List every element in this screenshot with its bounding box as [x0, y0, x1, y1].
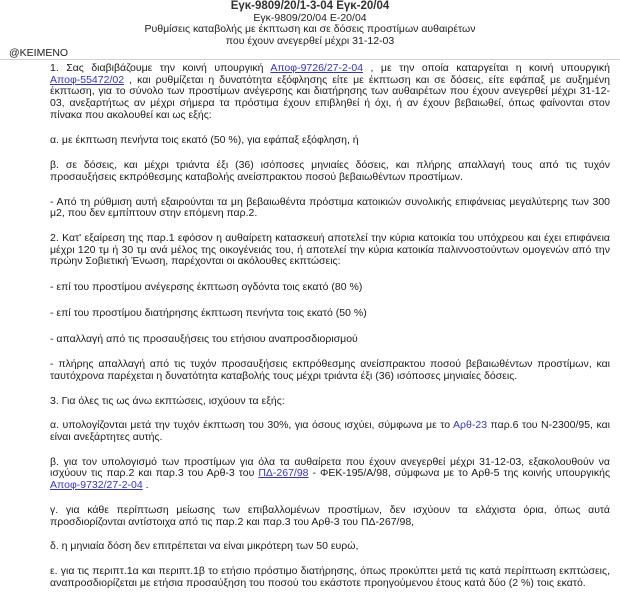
paragraph-exception: - Από τη ρύθμιση αυτή εξαιρούνται τα μη βεβαιωθέντα πρόστιμα κατοικιών συνολικής επιφάνειας μεγαλύτερης των 300 μ2, που δεν εμπίπτουν στην επόμενη παρ.2. — [50, 195, 610, 220]
link-pd-267-98[interactable]: ΠΔ-267/98 — [258, 467, 309, 480]
document-body — [50, 63, 610, 589]
link-apof-9732[interactable]: Αποφ-9732/27-2-04 — [50, 479, 143, 492]
paragraph-3b-text-a: β. για τον υπολογισμό των προστίμων για όλα τα αυθαίρετα που έχουν ανεγερθεί μέχρι 31-12-03, εξακολουθούν να ισχύουν τις παρ.2 και παρ.3 του Αρθ-3 του — [50, 455, 610, 480]
paragraph-2c: - απαλλαγή από τις προσαυξήσεις του ετήσιου αναπροσδιορισμού — [50, 332, 358, 345]
paragraph-1a: α. με έκπτωση πενήντα τοις εκατό (50 %), για εφάπαξ εξόφληση, ή — [50, 133, 359, 146]
circular-subject-line-1: Ρυθμίσεις καταβολής με έκπτωση και σε δόσεις προστίμων αυθαιρέτων — [144, 23, 476, 35]
paragraph-1b: β. σε δόσεις, και μέχρι τριάντα έξι (36) ισόποσες μηνιαίες δόσεις, και πλήρης απαλλαγή τους από τις τυχόν προσαυξήσεις εκπρόθεσμης καταβολής ανείσπρακτου ποσού βεβαιωθέντων προστίμων. — [50, 159, 610, 183]
paragraph-2a: - επί του προστίμου ανέγερσης έκπτωση ογδόντα τοις εκατό (80 %) — [50, 281, 363, 294]
paragraph-3c: γ. για κάθε περίπτωση μείωσης των επιβαλλομένων προστίμων, δεν ισχύουν τα ελάχιστα όρια, όπως αυτά προσδιορίζονται αντίστοιχα από τις παρ.2 και παρ.3 του Αρθ-3 του ΠΔ-267/98, — [50, 503, 610, 528]
paragraph-3b-text-b: - ΦΕΚ-195/Α/98, σύμφωνα με το Αρθ-5 της κοινής υπουργικής — [308, 467, 611, 480]
circular-subject-line-2: που έχουν ανεγερθεί μέχρι 31-12-03 — [225, 34, 395, 47]
link-apof-9726[interactable]: Αποφ-9726/27-2-04 — [270, 62, 364, 74]
paragraph-3a — [50, 420, 610, 443]
divider — [0, 59, 620, 60]
paragraph-3b-text-c: . — [142, 479, 149, 492]
link-apof-55472[interactable]: Αποφ-55472/02 — [50, 73, 125, 86]
paragraph-1-text-c: , και ρυθμίζεται η δυνατότητα εξόφλησης είτε με έκπτωση και σε δόσεις, είτε εφάπαξ με αυξημένη έκπτωση, για το σύνολο των προστίμων ανέγερσης και διατήρησης των αυθαιρέτων που έχουν ανεγερθεί μέχρι 31-12-03, ανεξαρτήτως αν μέχρι σήμερα τα πρόστιμα έχουν επιβληθεί ή όχι, ή αν έχουν βεβαιωθεί, όπως φαίνονται στον πίνακα που ακολουθεί και ως εξής: — [50, 73, 610, 121]
paragraph-1-text-b: , με την οποία καταργείται η κοινή υπουργική — [363, 62, 610, 74]
paragraph-1-text-a: 1. Σας διαβιβάζουμε την κοινή υπουργική — [50, 62, 271, 74]
paragraph-3a-text-a: α. υπολογίζονται μετά την τυχόν έκπτωση του 30%, για όσους ισχύει, σύμφωνα με το — [50, 419, 454, 432]
paragraph-2b: - επί του προστίμου διατήρησης έκπτωση πενήντα τοις εκατό (50 %) — [50, 306, 367, 319]
paragraph-2d: - πλήρης απαλλαγή από τις τυχόν προσαυξήσεις εκπρόθεσμης ανείσπρακτου ποσού βεβαιωθέντων προστίμων, και ταυτόχρονα παρέχεται η δυνατότητα καταβολής τους μέχρι τριάντα έξι (36) ισόποσες μηνιαίες δόσεις. — [50, 358, 610, 382]
link-arth-23[interactable]: Αρθ-23 — [453, 419, 488, 432]
paragraph-3b — [50, 457, 610, 492]
paragraph-2: 2. Κατ' εξαίρεση της παρ.1 εφόσον η αυθαίρετη κατασκευή αποτελεί την κύρια κατοικία του υπόχρεου και έχει επιφάνεια μέχρι 120 τμ ή 30 τμ ανά μέλος της οικογένειάς του, ή αποτελεί την κύρια κατοικία παλιννοστούντων ομογενών από την πρώην Σοβιετική Ένωση, παρέχονται οι ακόλουθες εκπτώσεις: — [50, 232, 610, 268]
circular-reference: Εγκ-9809/20/04 Ε-20/04 — [253, 11, 367, 24]
paragraph-3d: δ. η μηνιαία δόση δεν επιτρέπεται να είναι μικρότερη των 50 ευρώ, — [50, 540, 359, 553]
paragraph-3: 3. Για όλες τις ως άνω εκπτώσεις, ισχύουν τα εξής: — [50, 394, 285, 407]
paragraph-1 — [50, 63, 610, 122]
section-label: @ΚΕΙΜΕΝΟ — [9, 47, 69, 59]
paragraph-3a-text-b: παρ.6 του Ν-2300/95, και είναι ανεξάρτητες αυτής. — [50, 419, 610, 444]
paragraph-3e: ε. για τις περιπτ.1α και περιπτ.1β το ετήσιο πρόστιμο διατήρησης, όπως προκύπτει μετά τις κατά περίπτωση εκπτώσεις, αναπροσδιορίζεται με ετήσια προσαύξηση του ποσού του εκάστοτε προηγούμενου έτους κατά δύο (2 %) τοις εκατό. — [50, 564, 610, 589]
circular-title: Εγκ-9809/20/1-3-04 Εγκ-20/04 — [230, 0, 390, 12]
document-header — [0, 0, 620, 47]
